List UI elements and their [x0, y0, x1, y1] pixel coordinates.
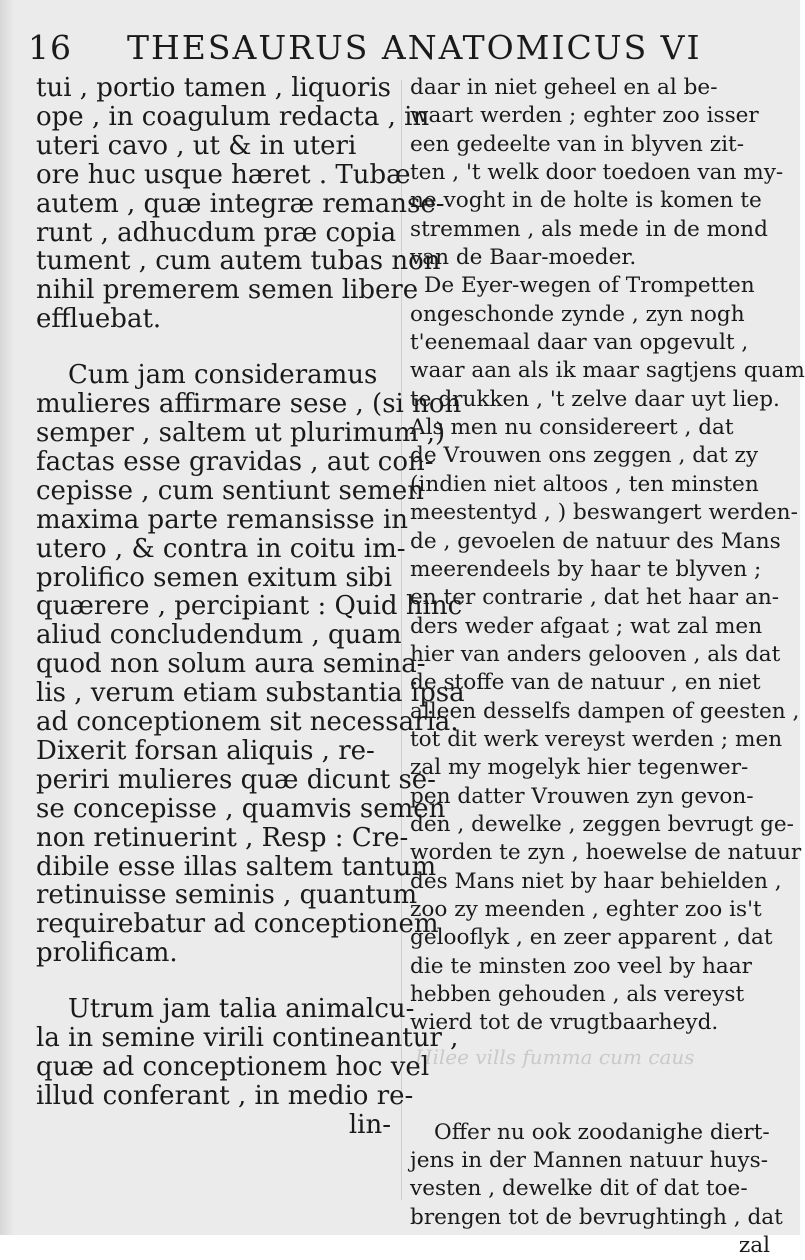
text-line: requirebatur ad conceptionem: [36, 909, 439, 940]
text-line: Utrum jam talia animalcu-: [68, 994, 415, 1025]
text-line: stremmen , als mede in de mond: [410, 216, 768, 242]
catchword: zal: [738, 1233, 770, 1259]
text-line: die te minsten zoo veel by haar: [410, 953, 752, 979]
text-line: utero , & contra in coitu im-: [36, 533, 406, 564]
text-line: cepisse , cum sentiunt semen: [36, 475, 424, 506]
text-line: waart werden ; eghter zoo isser: [410, 103, 759, 129]
text-line: gelooflyk , en zeer apparent , dat: [410, 925, 773, 951]
latin-column: [36, 73, 465, 1140]
paragraph-gap: [410, 1038, 770, 1065]
text-line: effluebat.: [36, 304, 162, 335]
text-line: Dixerit forsan aliquis , re-: [36, 735, 375, 766]
running-header: [28, 28, 768, 68]
text-line: de , gevoelen de natuur des Mans: [410, 528, 781, 554]
running-title: THESAURUS ANATOMICUS VI: [127, 28, 702, 67]
page-number: 16: [28, 28, 72, 67]
text-line: illud conferant , in medio re-: [36, 1080, 414, 1111]
text-line: zal my mogelyk hier tegenwer-: [410, 755, 749, 781]
text-line: quod non solum aura semina-: [36, 649, 426, 680]
text-line: ad conceptionem sit necessaria.: [36, 707, 459, 738]
text-line: wierd tot de vrugtbaarheyd.: [410, 1010, 719, 1036]
text-line: meestentyd , ) beswangert werden-: [410, 500, 798, 526]
text-line: maxima parte remansisse in: [36, 504, 408, 535]
text-line: vesten , dewelke dit of dat toe-: [410, 1176, 748, 1202]
text-line: tui , portio tamen , liquoris: [36, 73, 391, 103]
paragraph-gap: [410, 1065, 770, 1092]
text-line: dibile esse illas saltem tantum: [36, 851, 437, 882]
text-line: worden te zyn , hoewelse de natuur: [410, 840, 802, 866]
text-line: van de Baar-moeder.: [410, 245, 637, 271]
text-line: prolifico semen exitum sibi: [36, 562, 393, 593]
text-line: alleen desselfs dampen of geesten ,: [410, 698, 800, 724]
text-line: mulieres affirmare sese , (si non: [36, 389, 462, 420]
text-line: la in semine virili contineantur ,: [36, 1023, 459, 1054]
text-line: runt , adhucdum præ copia: [36, 217, 397, 248]
text-line: ongeschonde zynde , zyn nogh: [410, 301, 745, 327]
text-line: periri mulieres quæ dicunt se-: [36, 764, 436, 795]
text-line: semper , saltem ut plurimum ,): [36, 417, 446, 448]
text-line: quæ ad conceptionem hoc vel: [36, 1052, 430, 1082]
text-line: lis , verum etiam substantia ipsa: [36, 678, 465, 709]
text-line: tument , cum autem tubas non: [36, 246, 441, 277]
text-line: ne voght in de holte is komen te: [410, 188, 762, 214]
text-line: ope , in coagulum redacta , in: [36, 101, 430, 132]
text-line: Cum jam consideramus: [68, 360, 378, 391]
text-line: t'eenemaal daar van opgevult ,: [410, 330, 749, 356]
text-line: de stoffe van de natuur , en niet: [410, 670, 761, 696]
show-through-text: Hilee vills fumma cum caus: [415, 1045, 695, 1069]
text-line: ore huc usque hæret . Tubæ: [36, 159, 411, 190]
text-line: hier van anders gelooven , als dat: [410, 641, 781, 667]
text-line: waar aan als ik maar sagtjens quam: [410, 358, 805, 384]
text-line: ten , 't welk door toedoen van my-: [410, 160, 784, 186]
text-line: non retinuerint , Resp : Cre-: [36, 822, 409, 853]
text-line: en ter contrarie , dat het haar an-: [410, 585, 780, 611]
dutch-column: [410, 74, 805, 1260]
text-line: Als men nu considereert , dat: [410, 415, 734, 441]
text-line: daar in niet geheel en al be-: [410, 75, 718, 100]
text-line: een gedeelte van in blyven zit-: [410, 131, 744, 157]
text-line: quærere , percipiant : Quid hinc: [36, 591, 463, 622]
text-line: pen datter Vrouwen zyn gevon-: [410, 783, 754, 809]
text-line: brengen tot de bevrughtingh , dat: [410, 1204, 783, 1230]
text-line: se concepisse , quamvis semen: [36, 793, 446, 824]
text-line: retinuisse seminis , quantum: [36, 880, 418, 911]
text-line: De Eyer-wegen of Trompetten: [424, 273, 755, 299]
text-line: uteri cavo , ut & in uteri: [36, 130, 357, 161]
catchword: lin-: [348, 1109, 391, 1140]
text-line: zoo zy meenden , eghter zoo is't: [410, 896, 762, 922]
paragraph-gap: [36, 968, 391, 995]
text-line: hebben gehouden , als vereyst: [410, 982, 745, 1007]
text-line: den , dewelke , zeggen bevrugt ge-: [410, 811, 794, 837]
text-line: (indien niet altoos , ten minsten: [410, 471, 759, 497]
paragraph-gap: [36, 334, 391, 361]
text-line: autem , quæ integræ remanse-: [36, 188, 445, 219]
text-line: prolificam.: [36, 938, 178, 969]
text-line: de Vrouwen ons zeggen , dat zy: [410, 443, 759, 469]
text-line: factas esse gravidas , aut con-: [36, 446, 434, 477]
paragraph-gap: [410, 1092, 770, 1119]
text-line: aliud concludendum , quam: [36, 620, 402, 651]
text-line: te drukken , 't zelve daar uyt liep.: [410, 386, 780, 412]
text-line: des Mans niet by haar behielden ,: [410, 868, 782, 894]
text-line: ders weder afgaat ; wat zal men: [410, 613, 763, 639]
text-line: tot dit werk vereyst werden ; men: [410, 726, 783, 752]
text-line: Offer nu ook zoodanighe diert-: [434, 1119, 770, 1145]
text-line: nihil premerem semen libere: [36, 275, 419, 306]
text-line: jens in der Mannen natuur huys-: [410, 1148, 768, 1174]
text-line: meerendeels by haar te blyven ;: [410, 556, 762, 582]
